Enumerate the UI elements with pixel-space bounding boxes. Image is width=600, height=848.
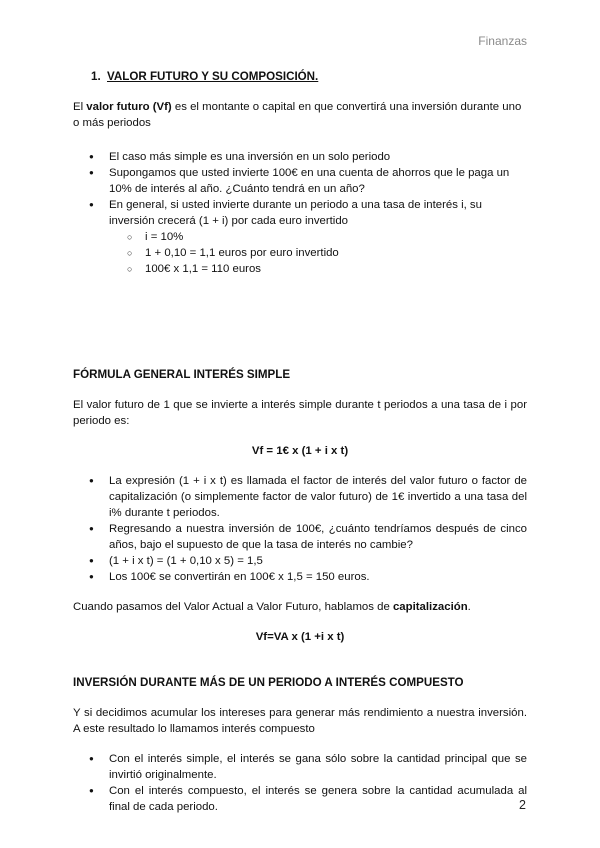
paragraph-valor-futuro-intro [73, 99, 527, 131]
list-item: ● Supongamos que usted invierte 100€ en una cuenta de ahorros que le paga un 10% de interés al año. ¿Cuánto tendrá en un año? [73, 165, 527, 197]
list-item: ● Con el interés compuesto, el interés se genera sobre la cantidad acumulada al final de cada periodo. [73, 783, 527, 815]
sub-bullet-list [109, 229, 527, 277]
list-item: ● Con el interés simple, el interés se gana sólo sobre la cantidad principal que se invirtió originalmente. [73, 751, 527, 783]
text-run: Cuando pasamos del Valor Actual a Valor Futuro, hablamos de [73, 601, 393, 613]
bullet-list [73, 149, 527, 277]
formula-interes-simple: Vf = 1€ x (1 + i x t) [251, 445, 349, 457]
list-item: ● (1 + i x t) = (1 + 0,10 x 5) = 1,5 [73, 553, 527, 569]
list-item [73, 197, 527, 277]
bold-term: valor futuro (Vf) [86, 101, 172, 113]
section-number: 1. [91, 70, 101, 83]
section-heading-interes-compuesto: INVERSIÓN DURANTE MÁS DE UN PERIODO A INTERÉS COMPUESTO [73, 676, 464, 689]
sub-list-item: ○ 1 + 0,10 = 1,1 euros por euro invertido [109, 245, 527, 261]
bullet-list [73, 473, 527, 585]
paragraph-interes-simple-intro: El valor futuro de 1 que se invierte a interés simple durante t periodos a una tasa de i por periodo es: [73, 399, 527, 427]
formula-capitalizacion: Vf=VA x (1 +i x t) [255, 631, 345, 643]
text-run: . [467, 601, 471, 613]
section-title: VALOR FUTURO Y SU COMPOSICIÓN. [107, 70, 319, 83]
bullet-list [73, 751, 527, 815]
list-item: ● Los 100€ se convertirán en 100€ x 1,5 = 150 euros. [73, 569, 527, 585]
paragraph-capitalizacion [73, 599, 527, 615]
document-body [73, 69, 527, 815]
page-number: 2 [519, 798, 526, 812]
section-heading-valor-futuro [91, 69, 527, 85]
list-item: ● El caso más simple es una inversión en un solo periodo [73, 149, 527, 165]
list-item-text: En general, si usted invierte durante un periodo a una tasa de interés i, su inversión crecerá (1 + i) por cada euro invertido [109, 199, 482, 227]
section-heading-interes-simple: FÓRMULA GENERAL INTERÉS SIMPLE [73, 368, 291, 381]
text-run: es el montante o capital en que convertirá una inversión durante uno o más periodos [73, 101, 522, 129]
sub-list-item: ○ i = 10% [109, 229, 527, 245]
text-run: El [73, 101, 87, 113]
page-header-title: Finanzas [478, 34, 527, 48]
list-item: ● Regresando a nuestra inversión de 100€, ¿cuánto tendríamos después de cinco años, bajo el supuesto de que la tasa de interés no cambie? [73, 521, 527, 553]
bold-term: capitalización [392, 601, 468, 613]
sub-list-item: ○ 100€ x 1,1 = 110 euros [109, 261, 527, 277]
paragraph-interes-compuesto-intro: Y si decidimos acumular los intereses para generar más rendimiento a nuestra inversión. A este resultado lo llamamos interés compuesto [73, 707, 527, 735]
list-item: ● La expresión (1 + i x t) es llamada el factor de interés del valor futuro o factor de capitalización (o simplemente factor de valor futuro) de 1€ invertido a una tasa del i% durante t periodos. [73, 473, 527, 521]
